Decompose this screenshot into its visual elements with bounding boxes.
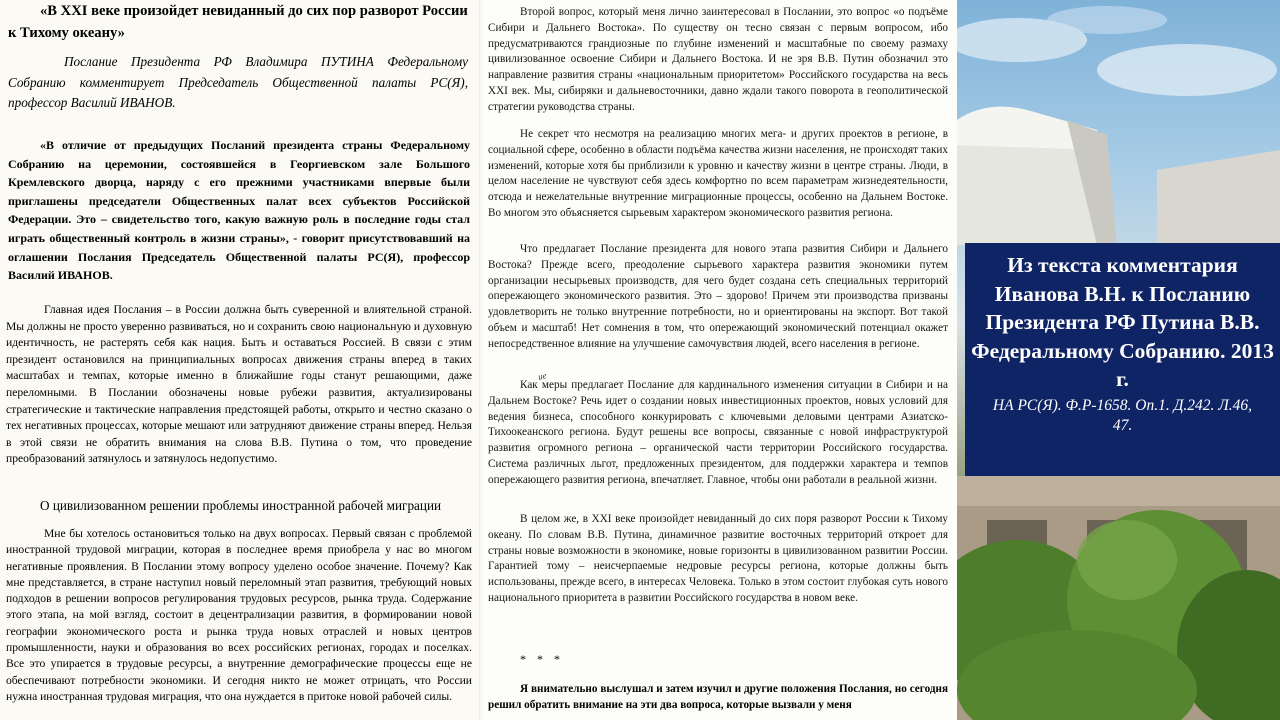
- caption-title: Из текста комментария Иванова В.Н. к Посланию Президента РФ Путина В.В. Федеральному Собранию. 2013 г.: [971, 253, 1274, 391]
- article-title: «В XXI веке произойдет невиданный до сих пор разворот России к Тихому океану»: [8, 3, 468, 41]
- lead-paragraph: «В отличие от предыдущих Посланий президента страны Федеральному Собранию на церемонии, состоявшейся в Георгиевском зале Большого Кремлевского дворца, наряду с его прежними участниками впервые были приглашены председатели Общественных палат всех субъектов Российской Федерации. Это – свидетельство того, какую важную роль в последние годы стал играть общественный контроль в жизни страны», - говорит присутствовавший на оглашении Послания Председатель Общественной палаты РС(Я), профессор Василий ИВАНОВ.: [8, 138, 470, 283]
- archive-reference: НА РС(Я). Ф.Р-1658. Оп.1. Д.242. Л.46, 47.: [992, 396, 1253, 434]
- body-paragraph: Второй вопрос, который меня лично заинтересовал в Послании, это вопрос «о подъёме Сибири и Дальнего Востока». По существу он тесно связан с первым вопросом, ибо предусматриваются грандиозные по глубине изменений и масштабные по своему размаху цивилизованное освоение Сибири и Дальнего Востока. И не зря В.В. Путин обозначил это направление развития страны «национальным приоритетом» Российского государства на весь XXI век. Мы, сибиряки и дальневосточники, давно ждали такого поворота в геополитической стратегии руководства страны.: [488, 6, 948, 113]
- handwritten-correction: ие: [537, 370, 548, 382]
- body-paragraph: Главная идея Послания – в России должна быть суверенной и влиятельной страной. Мы должны не просто уверенно развиваться, но и сохранить свою национальную и духовную идентичность, не растерять себя как нация. Быть и оставаться Россией. В связи с этим президент остановился на принципиальных вопросах движения страны вперед в таких масштабах и темпах, которые именно в ближайшие годы станут решающими, даже переломными. В Послании обозначены новые рубежи развития, актуализированы стратегические и тактические направления предстоящей работы, открыто и честно сказано о тех негативных процессах, которые мешают или затрудняют движение страны вперед. Нельзя в этой связи не обратить внимания на слова В.В. Путина о том, что проведение преобразований затянулось и затянулось недопустимо.: [6, 303, 472, 466]
- body-paragraph: Не секрет что несмотря на реализацию многих мега- и других проектов в регионе, в социальной сфере, особенно в области подъёма качества жизни населения, не происходят таких изменений, которые хотя бы приблизили к уровню и качеству жизни в центре страны. Люди, в целом население не чувствуют себя здесь комфортно по всем параметрам жизнедеятельности, отсюда и нежелательные внутренние миграционные процессы, особенно на Дальнем Востоке. Во многом это объясняется сырьевым характером экономического развития региона.: [488, 128, 948, 219]
- section-separator: * * *: [520, 652, 564, 666]
- body-paragraph: Мне бы хотелось остановиться только на двух вопросах. Первый связан с проблемой иностранной трудовой миграции, которая в последнее время приобрела у нас во многом негативные проявления. В Послании этому вопросу уделено особое значение. Почему? Как мне представляется, в стране наступил новый переломный этап развития, требующий новых подходов в решении вопросов регулирования трудовых ресурсов, рынка труда. Содержание этого этапа, на мой взгляд, состоит в децентрализации развития, в формировании новой географии экономического роста и рынка труда новых отраслей и новых центров промышленности, науки и образования во всех российских регионах, городах и поселках. Все это упирается в трудовые ресурсы, а внутренние демографические процессы еще не обеспечивают потребности экономики. И сегодня никто не может отрицать, что России нужна иностранная трудовая миграция, что она нуждается в притоке новой рабочей силы.: [6, 527, 472, 703]
- article-subtitle: Послание Президента РФ Владимира ПУТИНА Федеральному Собранию комментирует Председатель Общественной палаты РС(Я), профессор Василий ИВАНОВ.: [8, 54, 468, 110]
- section-heading: О цивилизованном решении проблемы иностранной рабочей миграции: [40, 498, 442, 513]
- body-paragraph: В целом же, в XXI веке произойдет невиданный до сих поря разворот России к Тихому океану. По словам В.В. Путина, динамичное развитие восточных территорий откроет для страны новые возможности в экономике, новые горизонты в цивилизованном развитии России. Гарантией тому – неисчерпаемые недровые ресурсы региона, которые должны быть использованы, прежде всего, в интересах Человека. Только в этом состоит глубокая суть нового национального приоритета в развитии Российского государства в новом веке.: [488, 513, 948, 604]
- body-paragraph: Как меры предлагает Послание для кардинального изменения ситуации в Сибири и на Дальнем Востоке? Речь идет о создании новых инвестиционных проектов, новых условий для ведения бизнеса, способного конкурировать с ключевыми деловыми центрами Азиатско-Тихоокеанского региона. Будут решены все вопросы, связанные с новой инфраструктурой развития огромного региона – органической части территории Российского государства. Система различных льгот, предложенных президентом, для поддержки характера и темпов опережающего развития региона, впечатляет. Главное, чтобы они работали в реальной жизни.: [488, 379, 948, 486]
- closing-paragraph: Я внимательно выслушал и затем изучил и другие положения Послания, но сегодня решил обратить внимание на эти два вопроса, которые вызвали у меня: [488, 683, 948, 711]
- body-paragraph: Что предлагает Послание президента для нового этапа развития Сибири и Дальнего Востока? Прежде всего, преодоление сырьевого характера развития экономики путем организации несырьевых производств, для чего будет создана сеть специальных территорий опережающего экономического развития. Это – здорово! Причем эти производства призваны удовлетворить не только внутренние потребности, но и ориентированы на экспорт. Вот такой объем и масштаб! Нет сомнения в том, что опережающий экономический потенциал окажет непосредственное влияние на улучшение самочувствия людей, всего населения в регионе.: [488, 243, 948, 350]
- caption-box: [965, 243, 1280, 476]
